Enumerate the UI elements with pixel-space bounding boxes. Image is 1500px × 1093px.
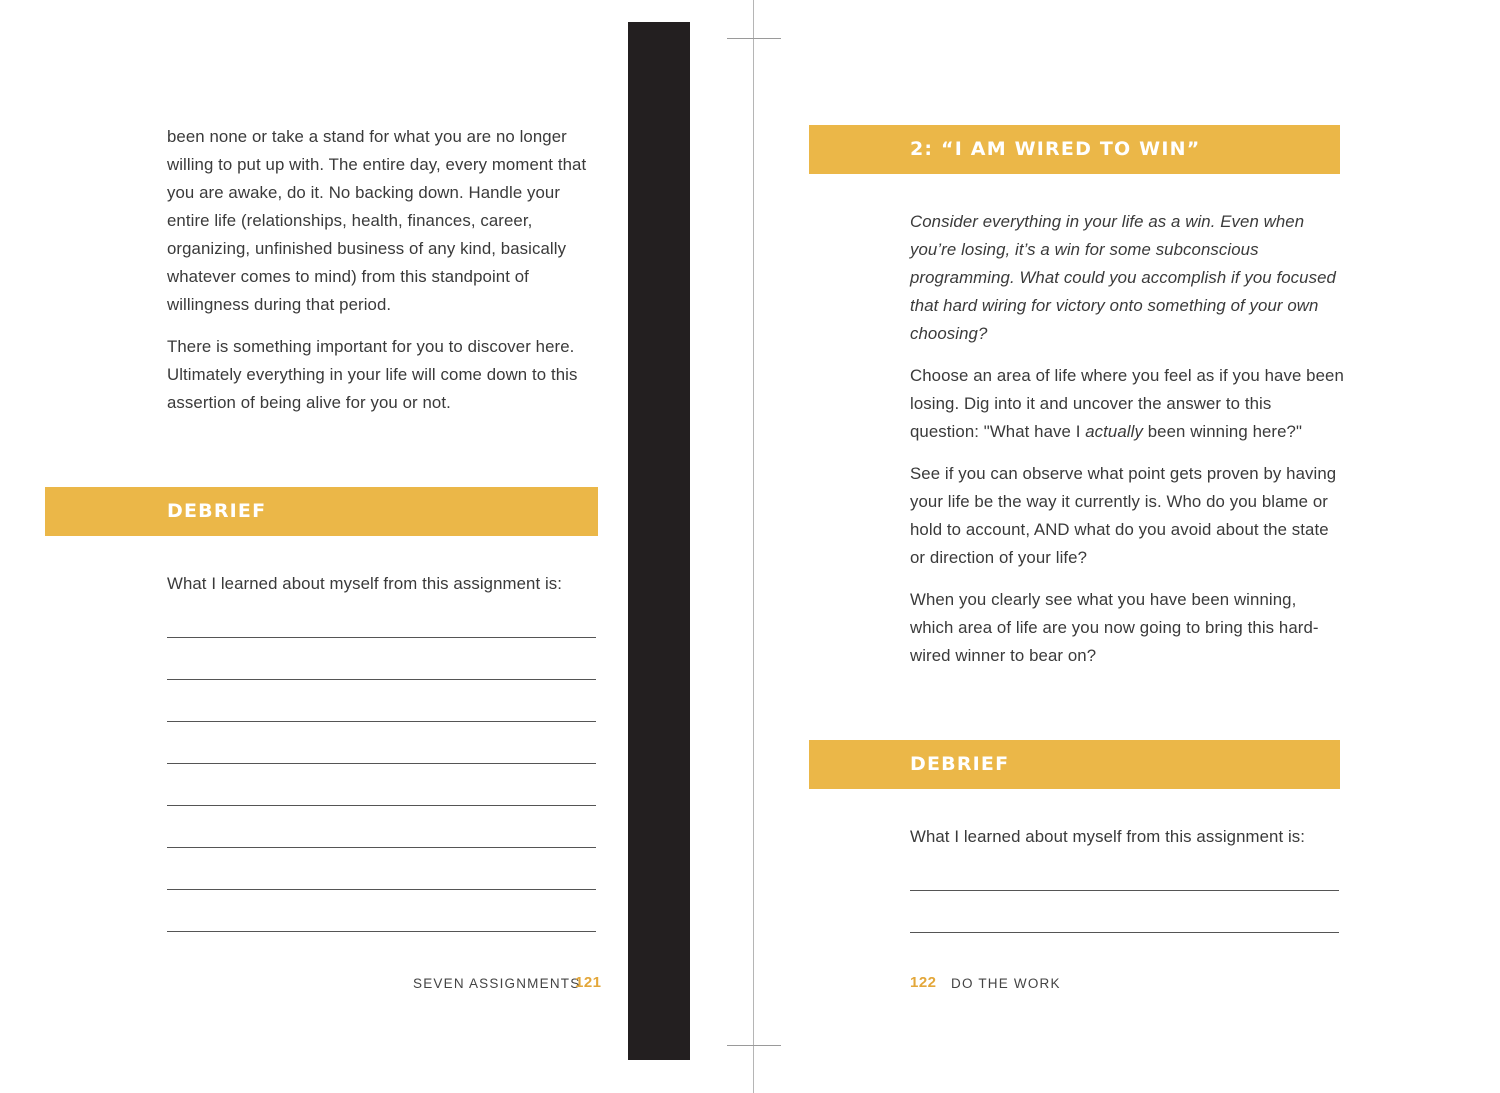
writing-line	[167, 931, 596, 932]
crop-mark-bottom	[727, 1045, 781, 1046]
paragraph-text: been winning here?"	[1142, 422, 1303, 441]
assignment-heading: 2: “I AM WIRED TO WIN”	[809, 125, 1340, 174]
writing-line	[167, 721, 596, 722]
writing-line	[167, 889, 596, 890]
body-paragraph-1: been none or take a stand for what you are no longer willing to put up with. The entire day, every moment that you are awake, do it. No backing down. Handle your entire life (relationships, health, finances, career, organizing, unfinished business of any kind, basically whatever comes to mind) from this standpoint of willingness during that period.	[167, 127, 587, 314]
page-number: 122	[910, 974, 937, 991]
running-footer-section: SEVEN ASSIGNMENTS	[413, 976, 581, 991]
book-spine	[628, 22, 690, 1060]
emphasis-text: actually	[1085, 422, 1143, 441]
body-paragraph-4: When you clearly see what you have been winning, which area of life are you now going to bring this hard-wired winner to bear on?	[910, 590, 1319, 665]
trim-line	[753, 0, 754, 1093]
writing-line	[167, 847, 596, 848]
writing-line	[167, 805, 596, 806]
body-paragraph-3: See if you can observe what point gets proven by having your life be the way it currently is. Who do you blame or hold to account, AND what do you avoid about the state or direction of your life?	[910, 464, 1337, 567]
writing-line	[910, 890, 1339, 891]
writing-line	[167, 763, 596, 764]
paragraph-text: Choose an area of life where you feel as if you have been losing. Dig into it and uncover the answer to this question: "What have I	[910, 366, 1344, 441]
writing-line	[167, 679, 596, 680]
body-paragraph-2: There is something important for you to discover here. Ultimately everything in your life will come down to this assertion of being alive for you or not.	[167, 337, 578, 412]
debrief-heading: DEBRIEF	[45, 487, 598, 536]
running-footer-title: DO THE WORK	[951, 976, 1061, 991]
debrief-prompt: What I learned about myself from this assignment is:	[167, 574, 563, 593]
body-paragraph-2	[910, 362, 1345, 446]
intro-paragraph: Consider everything in your life as a win. Even when you’re losing, it’s a win for some subconscious programming. What could you accomplish if you focused that hard wiring for victory onto something of your own choosing?	[910, 212, 1336, 343]
left-page	[0, 0, 628, 1093]
debrief-prompt: What I learned about myself from this assignment is:	[910, 827, 1306, 846]
crop-mark-top	[727, 38, 781, 39]
writing-line	[910, 932, 1339, 933]
debrief-heading: DEBRIEF	[809, 740, 1340, 789]
writing-line	[167, 637, 596, 638]
page-number: 121	[575, 974, 602, 991]
